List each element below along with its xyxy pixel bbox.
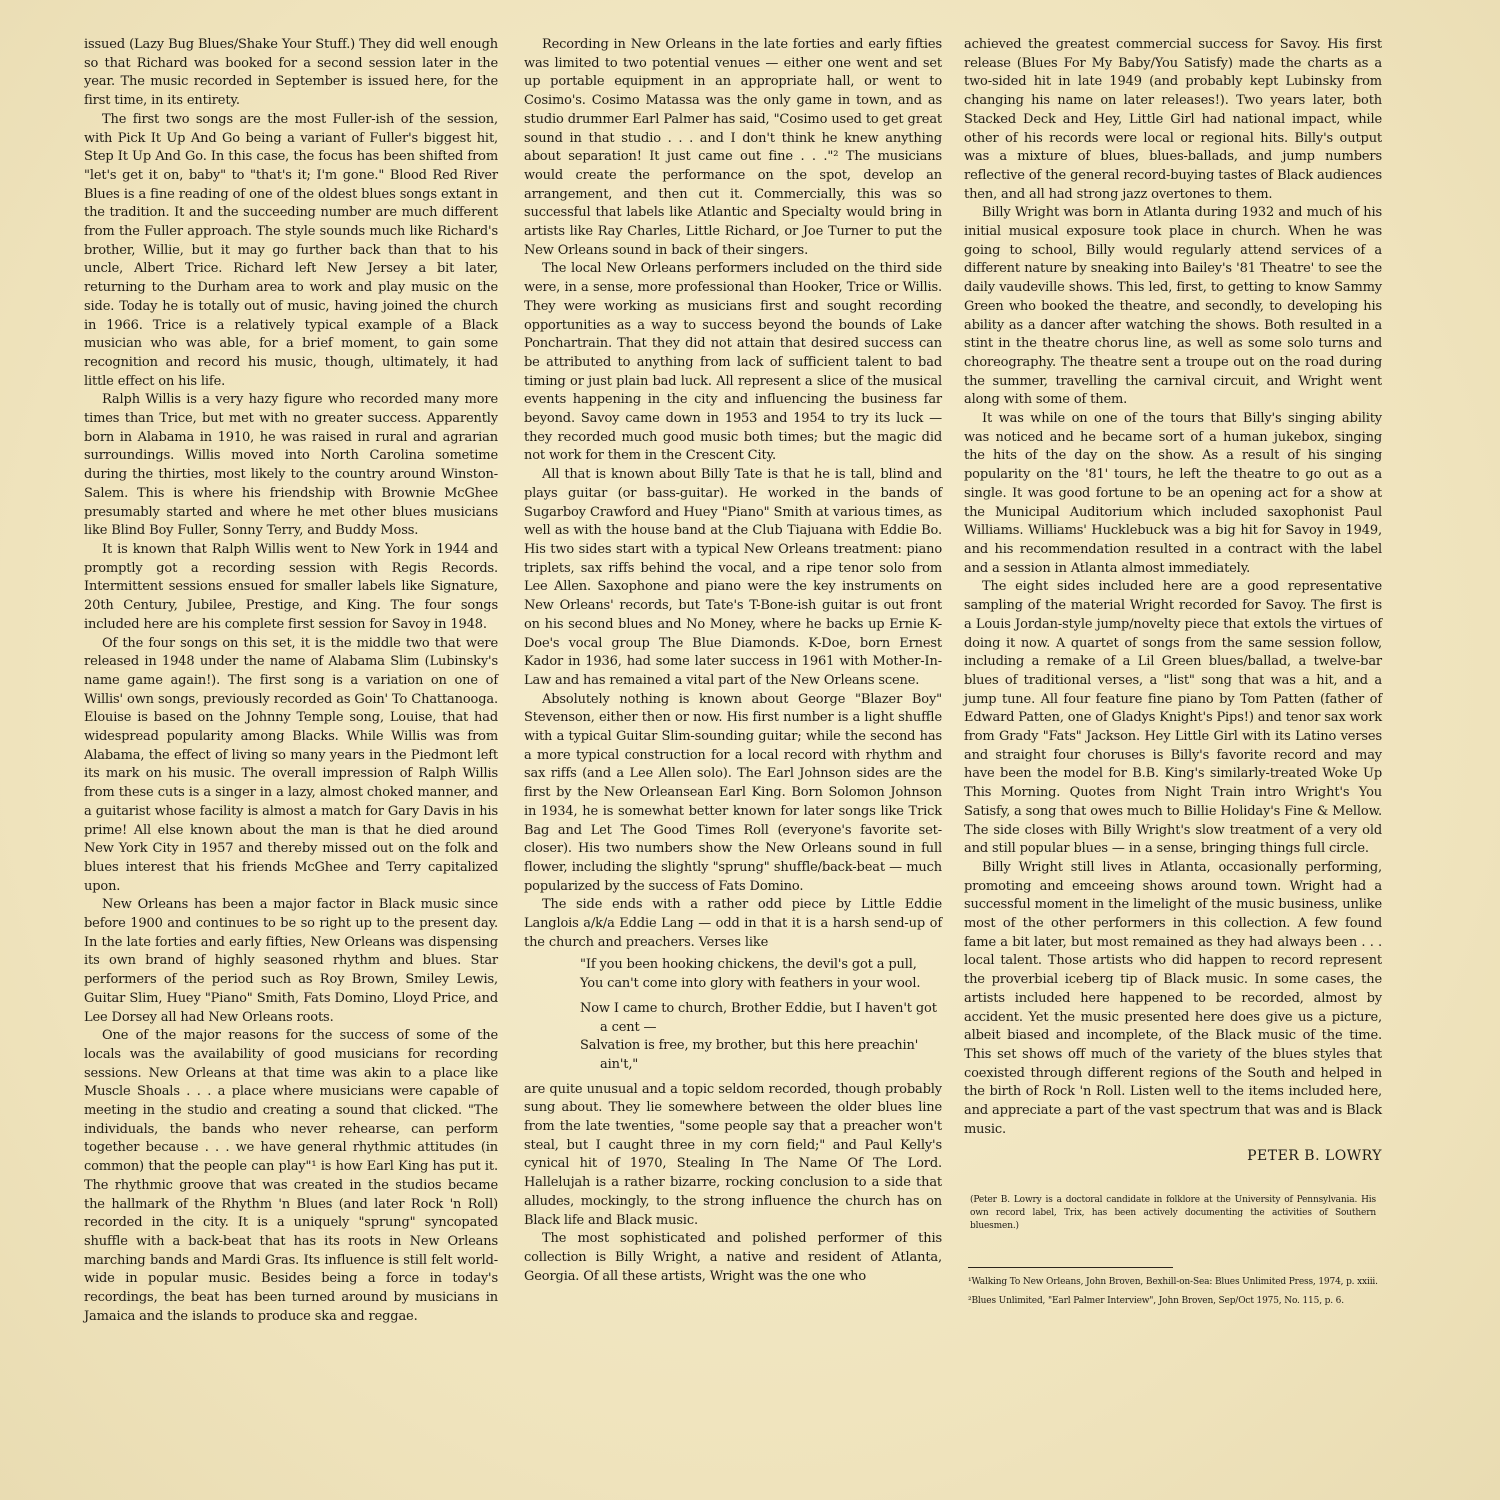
footnote-divider	[968, 1267, 1173, 1268]
author-signature: PETER B. LOWRY	[1247, 1148, 1382, 1165]
paragraph: achieved the greatest commercial success for Savoy. His first release (Blues For My Baby/You Satisfy) made the charts as a two-sided hit in late 1949 (and probably kept Lubinsky from changing his name on later releases!). Two years later, both Stacked Deck and Hey, Little Girl had national impact, while other of his records were local or regional hits. Billy's output was a mixture of blues, blues-ballads, and jump numbers reflective of the general record-buying tastes of Black audiences then, and all had strong jazz overtones to them.	[964, 37, 1382, 202]
author-bio: (Peter B. Lowry is a doctoral candidate in folklore at the University of Pennsylvania. His own record label, Trix, has been actively documenting the activities of Southern bluesmen.)	[970, 1195, 1376, 1232]
footnote: ²Blues Unlimited, "Earl Palmer Interview", John Broven, Sep/Oct 1975, No. 115, p. 6.	[968, 1296, 1344, 1307]
paragraph: It is known that Ralph Willis went to New York in 1944 and promptly got a recording session with Regis Records. Intermittent sessions ensued for smaller labels like Signature, 20th Century, Jubilee, Prestige, and King. The four songs included here are his complete first session for Savoy in 1948.	[84, 541, 498, 632]
text-column-2	[524, 36, 942, 1286]
paragraph: Billy Wright was born in Atlanta during 1932 and much of his initial musical exposure took place in church. When he was going to school, Billy would regularly attend services of a different nature by sneaking into Bailey's '81 Theatre' to see the daily vaudeville shows. This led, first, to getting to know Sammy Green who booked the theatre, and secondly, to developing his ability as a dancer after watching the shows. Both resulted in a stint in the theatre chorus line, as well as some solo turns and choreography. The theatre sent a troupe out on the road during the summer, travelling the carnival circuit, and Wright went along with some of them.	[964, 205, 1382, 408]
footnote: ¹Walking To New Orleans, John Broven, Bexhill-on-Sea: Blues Unlimited Press, 1974, p. xxiii.	[968, 1277, 1378, 1288]
paragraph: All that is known about Billy Tate is that he is tall, blind and plays guitar (or bass-guitar). He worked in the bands of Sugarboy Crawford and Huey "Piano" Smith at various times, as well as with the house band at the Club Tiajuana with Eddie Bo. His two sides start with a typical New Orleans treatment: piano triplets, sax riffs behind the vocal, and a ripe tenor solo from Lee Allen. Saxophone and piano were the key instruments on New Orleans' records, but Tate's T-Bone-ish guitar is out front on his second blues and No Money, where he backs up Ernie K-Doe's vocal group The Blue Diamonds. K-Doe, born Ernest Kador in 1936, had some later success in 1961 with Mother-In-Law and has remained a vital part of the New Orleans scene.	[524, 467, 942, 688]
verse-line: "If you been hooking chickens, the devil's got a pull,	[580, 957, 917, 973]
paragraph: Billy Wright still lives in Atlanta, occasionally performing, promoting and emceeing shows around town. Wright had a successful moment in the limelight of the music business, unlike most of the other performers in this collection. A few found fame a bit later, but most remained as they had always been . . . local talent. Those artists who did happen to record represent the proverbial iceberg tip of Black music. In some cases, the artists included here happened to be recorded, almost by accident. Yet the music presented here does give us a picture, albeit biased and incomplete, of the Black music of the time. This set shows off much of the variety of the blues styles that coexisted through different regions of the South and helped in the birth of Rock 'n Roll. Listen well to the items included here, and appreciate a part of the vast spectrum that was and is Black music.	[964, 859, 1382, 1137]
paragraph: issued (Lazy Bug Blues/Shake Your Stuff.) They did well enough so that Richard was booked for a second session later in the year. The music recorded in September is issued here, for the first time, in its entirety.	[84, 37, 498, 109]
paragraph: New Orleans has been a major factor in Black music since before 1900 and continues to be so right up to the present day. In the late forties and early fifties, New Orleans was dispensing its own brand of highly seasoned rhythm and blues. Star performers of the period such as Roy Brown, Smiley Lewis, Guitar Slim, Huey "Piano" Smith, Fats Domino, Lloyd Price, and Lee Dorsey all had New Orleans roots.	[84, 897, 498, 1025]
paragraph: The most sophisticated and polished performer of this collection is Billy Wright, a native and resident of Atlanta, Georgia. Of all these artists, Wright was the one who	[524, 1231, 942, 1284]
quoted-verse	[580, 956, 942, 1074]
paragraph: Ralph Willis is a very hazy figure who recorded many more times than Trice, but met with no greater success. Apparently born in Alabama in 1910, he was raised in rural and agrarian surroundings. Willis moved into North Carolina sometime during the thirties, most likely to the country around Winston-Salem. This is where his friendship with Brownie McGhee presumably started and where he met other blues musicians like Blind Boy Fuller, Sonny Terry, and Buddy Moss.	[84, 392, 498, 539]
paragraph: The eight sides included here are a good representative sampling of the material Wright recorded for Savoy. The first is a Louis Jordan-style jump/novelty piece that extols the virtues of doing it now. A quartet of songs from the same session follow, including a remake of a Lil Green blues/ballad, a twelve-bar blues of traditional verses, a "list" song that was a hit, and a jump tune. All four feature fine piano by Tom Patten (father of Edward Patten, one of Gladys Knight's Pips!) and tenor sax work from Grady "Fats" Jackson. Hey Little Girl with its Latino verses and straight four choruses is Billy's favorite record and may have been the model for B.B. King's similarly-treated Woke Up This Morning. Quotes from Night Train intro Wright's You Satisfy, a song that owes much to Billie Holiday's Fine & Mellow. The side closes with Billy Wright's slow treatment of a very old and still popular blues — in a sense, bringing things full circle.	[964, 579, 1382, 857]
text-column-1	[84, 36, 498, 1327]
paragraph: The side ends with a rather odd piece by Little Eddie Langlois a/k/a Eddie Lang — odd in that it is a harsh send-up of the church and preachers. Verses like	[524, 897, 942, 950]
verse-line: Salvation is free, my brother, but this here preachin' ain't,"	[580, 1038, 919, 1072]
paragraph: Recording in New Orleans in the late forties and early fifties was limited to two potential venues — either one went and set up portable equipment in an appropriate hall, or went to Cosimo's. Cosimo Matassa was the only game in town, and as studio drummer Earl Palmer has said, "Cosimo used to get great sound in that studio . . . and I don't think he knew anything about separation! It just came out fine . . ."² The musicians would create the performance on the spot, develop an arrangement, and then cut it. Commercially, this was so successful that labels like Atlantic and Specialty would bring in artists like Ray Charles, Little Richard, or Joe Turner to put the New Orleans sound in back of their singers.	[524, 37, 942, 258]
paragraph: The first two songs are the most Fuller-ish of the session, with Pick It Up And Go being a variant of Fuller's biggest hit, Step It Up And Go. In this case, the focus has been shifted from "let's get it on, baby" to "that's it; I'm gone." Blood Red River Blues is a fine reading of one of the oldest blues songs extant in the tradition. It and the succeeding number are much different from the Fuller approach. The style sounds much like Richard's brother, Willie, but it may go further back than that to his uncle, Albert Trice. Richard left New Jersey a bit later, returning to the Durham area to work and play music on the side. Today he is totally out of music, having joined the church in 1966. Trice is a relatively typical example of a Black musician who was able, for a brief moment, to gain some recognition and record his music, though, ultimately, it had little effect on his life.	[84, 111, 498, 389]
text-column-3	[964, 36, 1382, 1314]
paragraph: It was while on one of the tours that Billy's singing ability was noticed and he became sort of a human jukebox, singing the hits of the day on the show. As a result of his singing popularity on the '81' tours, he left the theatre to go out as a single. It was good fortune to be an opening act for a show at the Municipal Auditorium which included saxophonist Paul Williams. Williams' Hucklebuck was a big hit for Savoy in 1949, and his recommendation resulted in a contract with the label and a session in Atlanta almost immediately.	[964, 411, 1382, 576]
paragraph: The local New Orleans performers included on the third side were, in a sense, more professional than Hooker, Trice or Willis. They were working as musicians first and sought recording opportunities as a way to success beyond the bounds of Lake Ponchartrain. That they did not attain that desired success can be attributed to anything from lack of sufficient talent to bad timing or just plain bad luck. All represent a slice of the musical events happening in the city and influencing the business far beyond. Savoy came down in 1953 and 1954 to try its luck — they recorded much good music both times; but the magic did not work for them in the Crescent City.	[524, 261, 942, 464]
paragraph: One of the major reasons for the success of some of the locals was the availability of good musicians for recording sessions. New Orleans at that time was akin to a place like Muscle Shoals . . . a place where musicians were capable of meeting in the studio and creating a sound that clicked. "The individuals, the bands who never rehearse, can perform together because . . . we have general rhythmic attitudes (in common) that the people can play"¹ is how Earl King has put it. The rhythmic groove that was created in the studios became the hallmark of the Rhythm 'n Blues (and later Rock 'n Roll) recorded in the city. It is a uniquely "sprung" syncopated shuffle with a back-beat that has its roots in New Orleans marching bands and Mardi Gras. Its influence is still felt world-wide in popular music. Besides being a force in today's recordings, the beat has been turned around by musicians in Jamaica and the islands to produce ska and reggae.	[84, 1028, 498, 1324]
verse-line: You can't come into glory with feathers in your wool.	[580, 976, 921, 992]
paragraph: Of the four songs on this set, it is the middle two that were released in 1948 under the name of Alabama Slim (Lubinsky's name game again!). The first song is a variation on one of Willis' own songs, previously recorded as Goin' To Chattanooga. Elouise is based on the Johnny Temple song, Louise, that had widespread popularity among Blacks. While Willis was from Alabama, the effect of living so many years in the Piedmont left its mark on his music. The overall impression of Ralph Willis from these cuts is a singer in a lazy, almost choked manner, and a guitarist whose facility is almost a match for Gary Davis in his prime! All else known about the man is that he died around New York City in 1957 and thereby missed out on the folk and blues interest that his friends McGhee and Terry capitalized upon.	[84, 635, 498, 894]
paragraph: Absolutely nothing is known about George "Blazer Boy" Stevenson, either then or now. His first number is a light shuffle with a typical Guitar Slim-sounding guitar; while the second has a more typical construction for a local record with rhythm and sax riffs (and a Lee Allen solo). The Earl Johnson sides are the first by the New Orleansean Earl King. Born Solomon Johnson in 1934, he is somewhat better known for later songs like Trick Bag and Let The Good Times Roll (everyone's favorite set-closer). His two numbers show the New Orleans sound in full flower, including the slightly "sprung" shuffle/back-beat — much popularized by the success of Fats Domino.	[524, 691, 942, 894]
paragraph: are quite unusual and a topic seldom recorded, though probably sung about. They lie somewhere between the older blues line from the late twenties, "some people say that a preacher won't steal, but I caught three in my corn field;" and Paul Kelly's cynical hit of 1970, Stealing In The Name Of The Lord. Hallelujah is a rather bizarre, rocking conclusion to a side that alludes, mockingly, to the strong influence the church has on Black life and Black music.	[524, 1081, 942, 1228]
verse-line: Now I came to church, Brother Eddie, but I haven't got a cent —	[580, 1000, 937, 1035]
